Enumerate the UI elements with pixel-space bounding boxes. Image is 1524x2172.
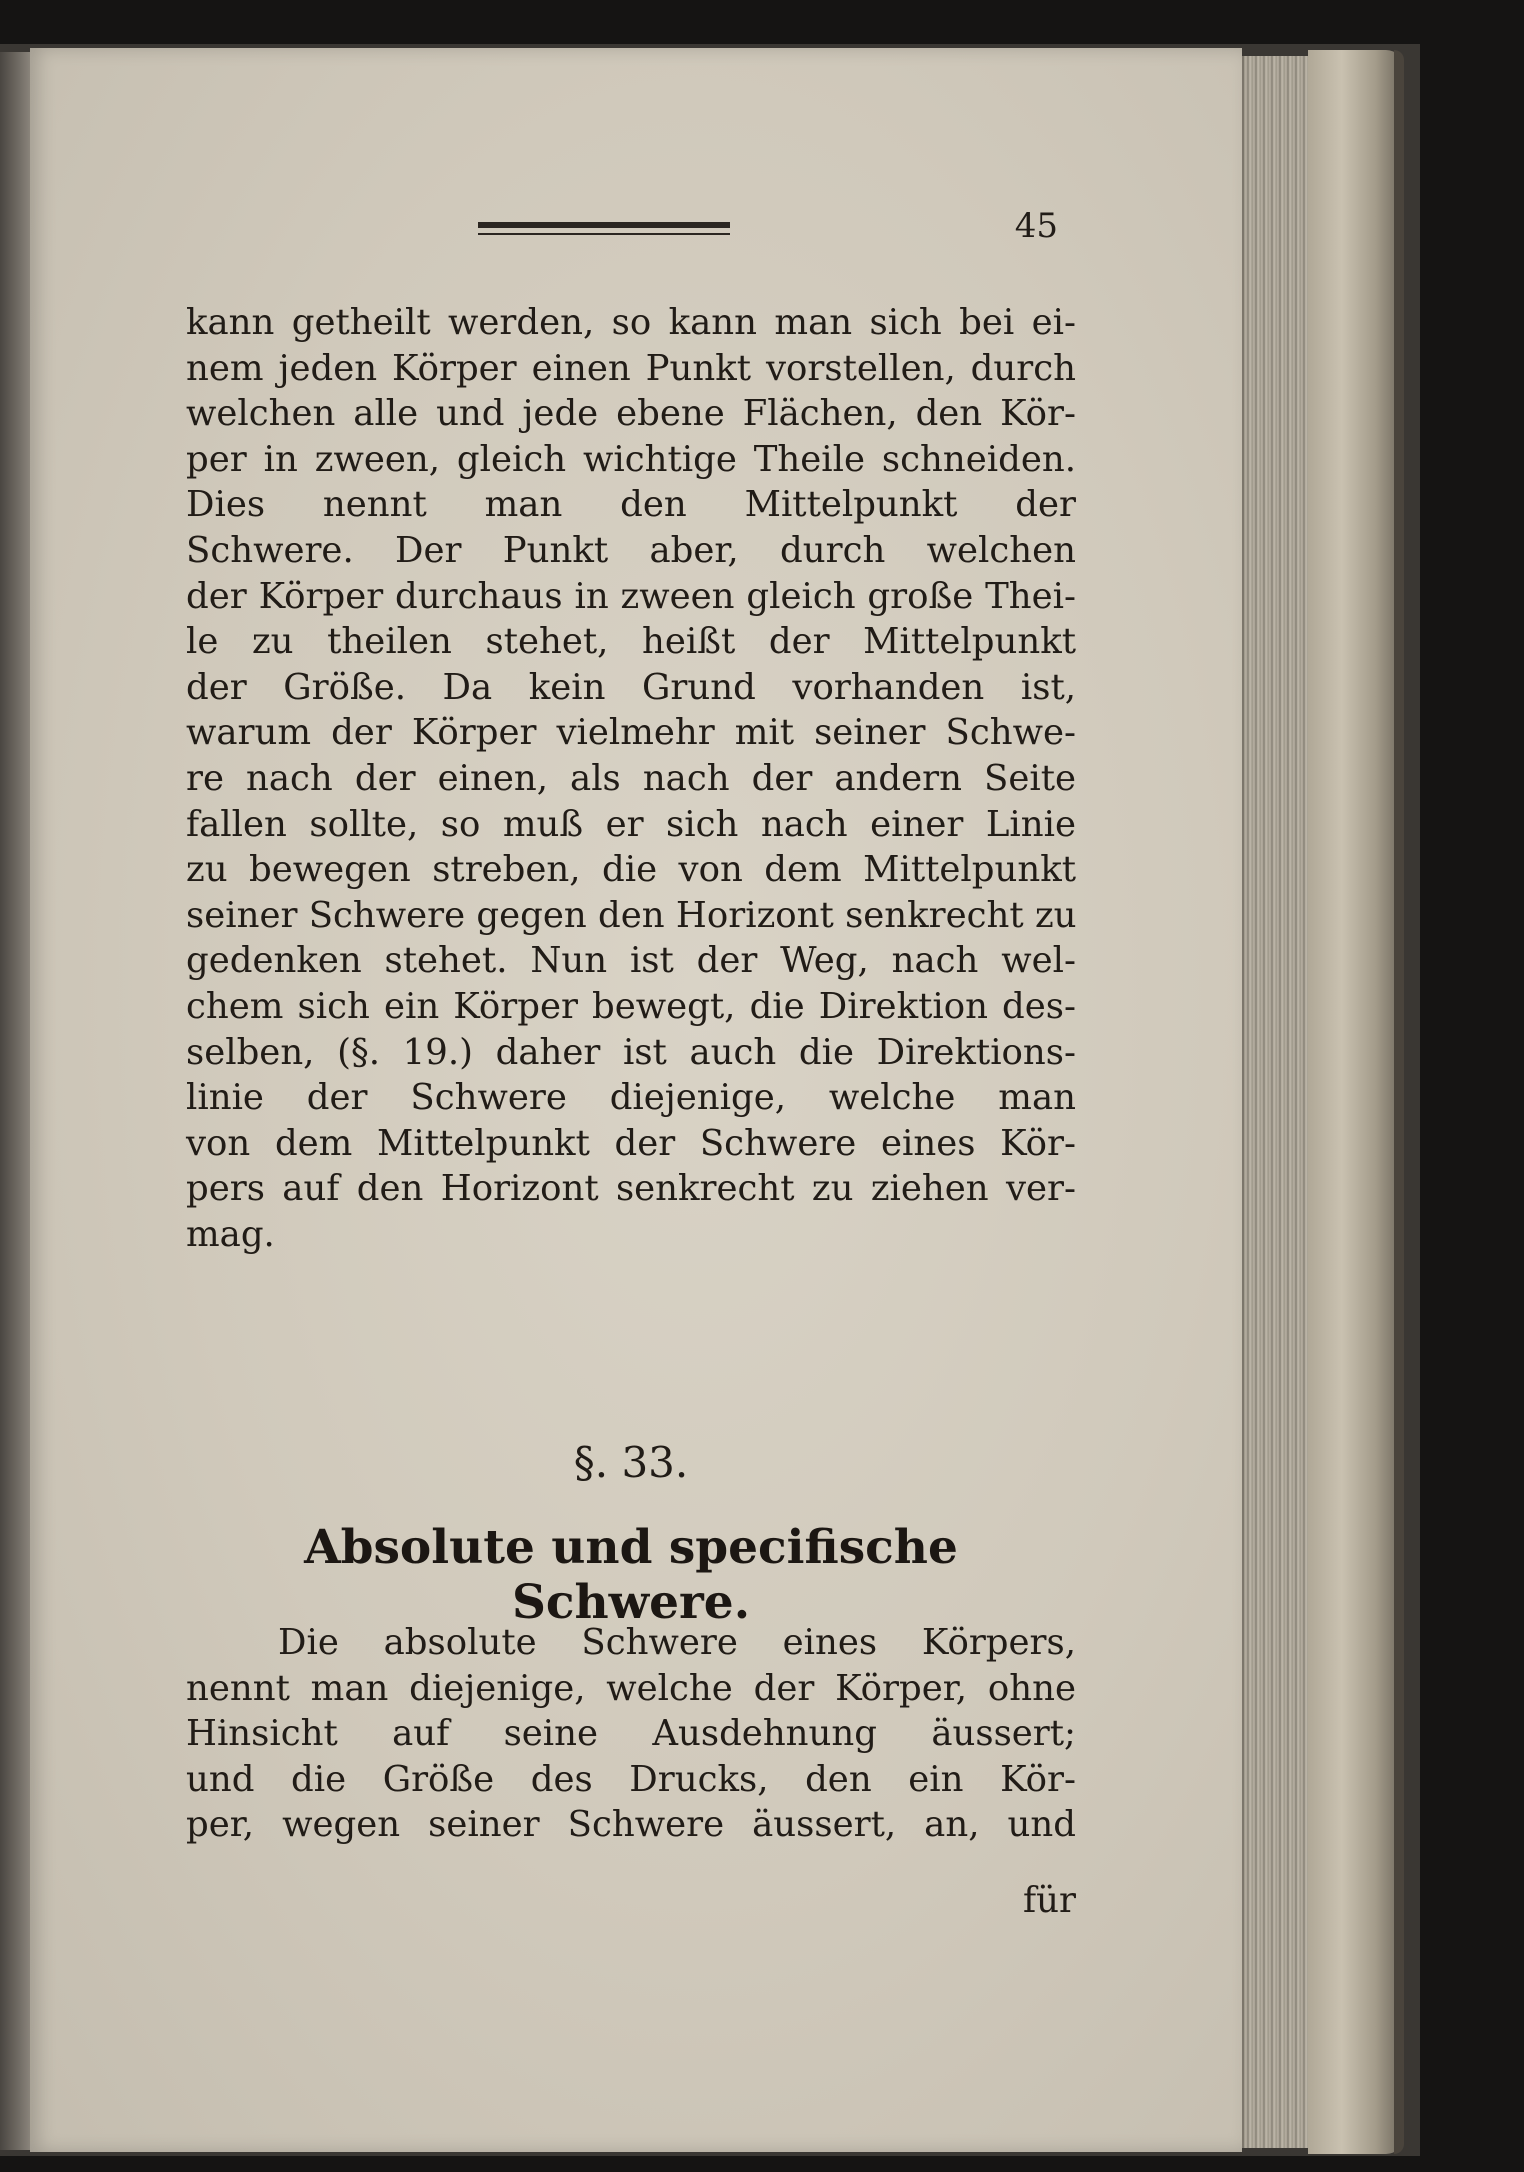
catchword: für bbox=[1023, 1880, 1076, 1921]
text-line: gedenken stehet. Nun ist der Weg, nach wel- bbox=[186, 940, 1076, 982]
page-block-edge bbox=[1242, 56, 1310, 2148]
text-line: von dem Mittelpunkt der Schwere eines Kör- bbox=[186, 1122, 1076, 1164]
text-line: selben, (§. 19.) daher ist auch die Direktions- bbox=[186, 1031, 1076, 1073]
text-line: kann getheilt werden, so kann man sich bei ei- bbox=[186, 302, 1076, 343]
book-cover-edge bbox=[1308, 50, 1404, 2154]
text-line: welchen alle und jede ebene Flächen, den Kör- bbox=[186, 393, 1076, 435]
header-rule-ornament bbox=[478, 222, 730, 238]
text-line: per in zween, gleich wichtige Theile schneiden. bbox=[186, 438, 1076, 480]
text-line: und die Größe des Drucks, den ein Kör- bbox=[186, 1758, 1076, 1800]
text-line: zu bewegen streben, die von dem Mittelpunkt bbox=[186, 849, 1076, 891]
text-line: re nach der einen, als nach der andern Seite bbox=[186, 757, 1076, 799]
text-line: linie der Schwere diejenige, welche man bbox=[186, 1077, 1076, 1119]
text-line: Schwere. Der Punkt aber, durch welchen bbox=[186, 529, 1076, 571]
text-line: Dies nennt man den Mittelpunkt der bbox=[186, 484, 1076, 526]
page-number: 45 bbox=[1014, 206, 1058, 246]
text-line: der Größe. Da kein Grund vorhanden ist, bbox=[186, 666, 1076, 708]
section-heading: Absolute und specifische Schwere. bbox=[304, 1520, 958, 1630]
body-paragraph-2 bbox=[186, 1620, 1076, 1848]
section-number: §. 33. bbox=[573, 1438, 689, 1487]
text-line: chem sich ein Körper bewegt, die Direktion des- bbox=[186, 985, 1076, 1027]
text-line: le zu theilen stehet, heißt der Mittelpunkt bbox=[186, 621, 1076, 663]
text-line: seiner Schwere gegen den Horizont senkrecht zu bbox=[186, 894, 1077, 936]
text-line: per, wegen seiner Schwere äussert, an, und bbox=[186, 1804, 1076, 1846]
text-line: fallen sollte, so muß er sich nach einer Linie bbox=[186, 803, 1076, 845]
text-line: Die absolute Schwere eines Körpers, bbox=[278, 1622, 1076, 1663]
text-line: pers auf den Horizont senkrecht zu ziehen ver- bbox=[186, 1168, 1076, 1210]
body-paragraph-1 bbox=[186, 300, 1076, 1257]
text-line: der Körper durchaus in zween gleich große Thei- bbox=[186, 575, 1076, 617]
text-line: nem jeden Körper einen Punkt vorstellen, durch bbox=[186, 347, 1076, 389]
text-line: warum der Körper vielmehr mit seiner Schwe- bbox=[186, 712, 1076, 754]
text-line: mag. bbox=[186, 1213, 275, 1255]
text-line: nennt man diejenige, welche der Körper, ohne bbox=[186, 1667, 1076, 1709]
facing-page-edge bbox=[0, 52, 30, 2150]
text-line: Hinsicht auf seine Ausdehnung äussert; bbox=[186, 1713, 1076, 1755]
